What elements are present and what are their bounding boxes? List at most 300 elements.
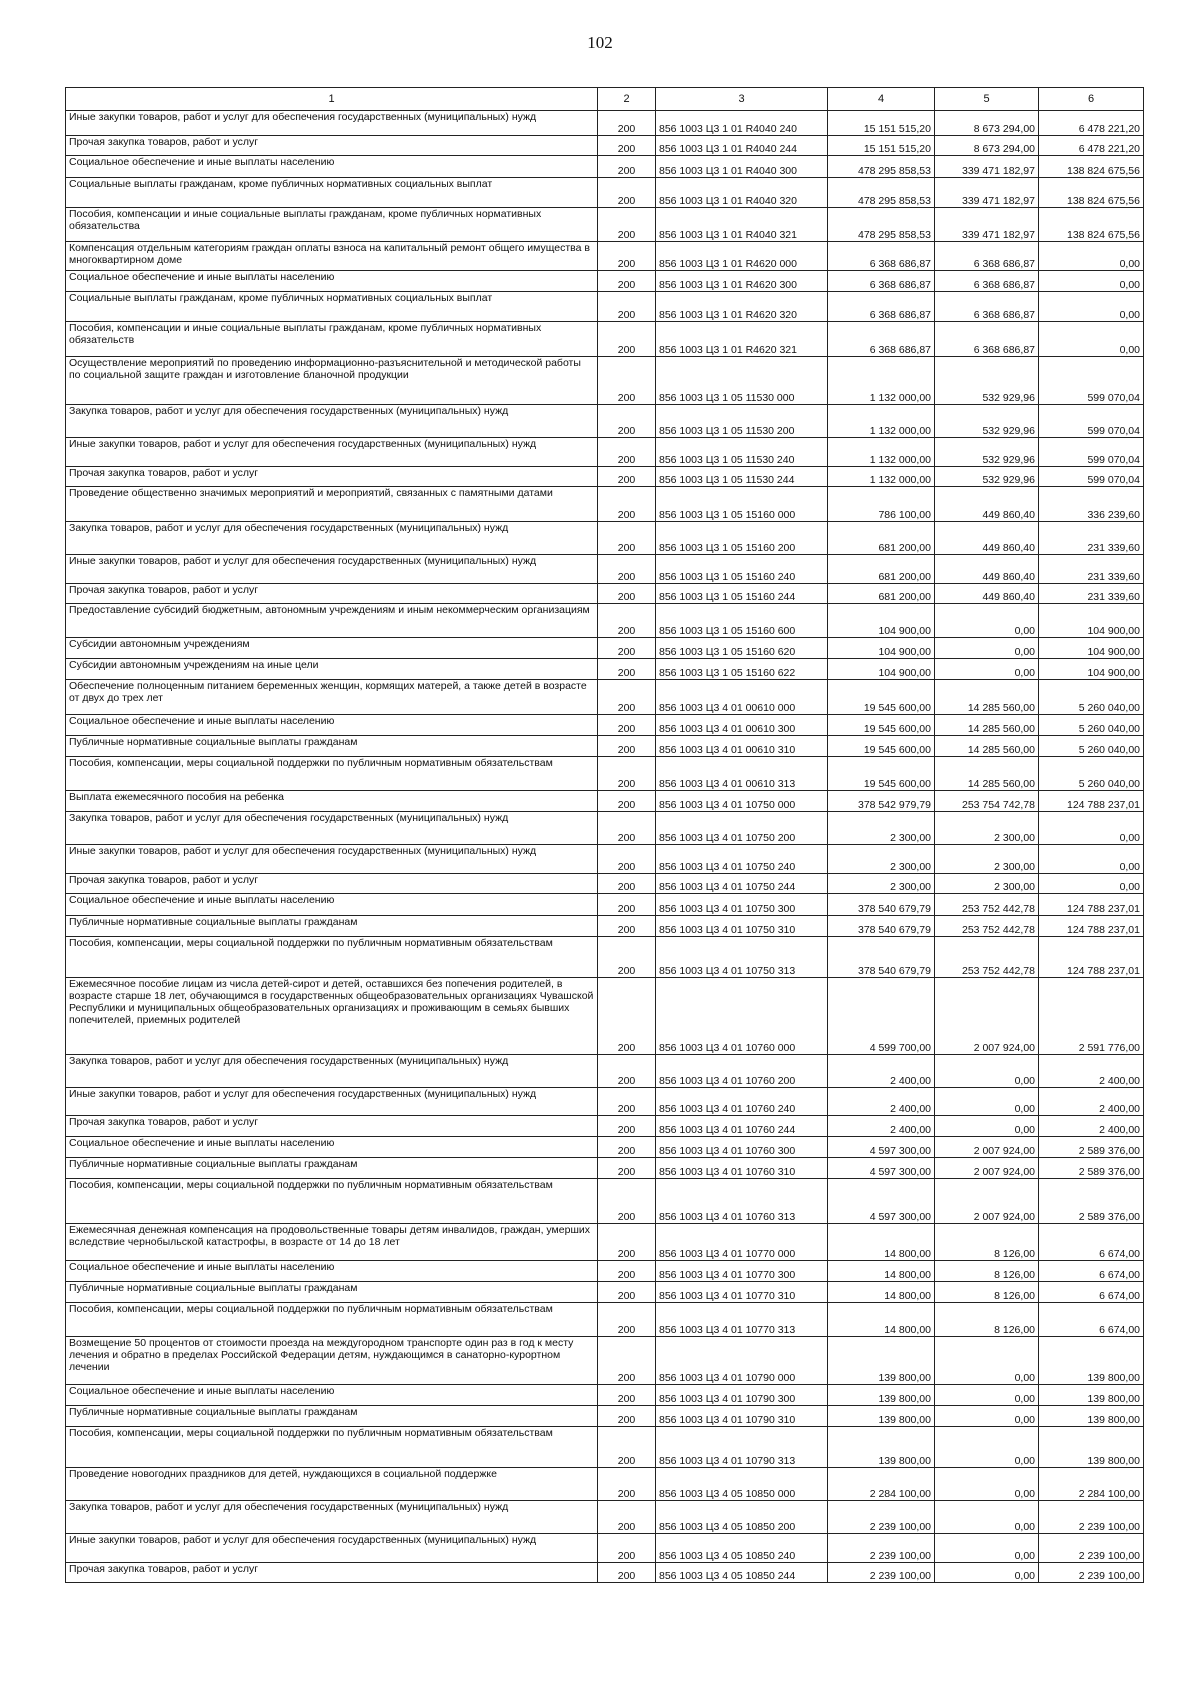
row-col2: 200 — [598, 978, 656, 1055]
table-row — [66, 405, 1144, 438]
row-value-4: 4 597 300,00 — [828, 1137, 935, 1158]
table-row — [66, 1224, 1144, 1261]
row-code: 856 1003 Ц3 4 01 10760 300 — [656, 1137, 828, 1158]
row-value-4: 2 300,00 — [828, 874, 935, 894]
row-value-4: 1 132 000,00 — [828, 467, 935, 487]
row-value-5: 8 673 294,00 — [935, 111, 1039, 136]
row-value-6: 2 400,00 — [1039, 1088, 1144, 1116]
row-name: Выплата ежемесячного пособия на ребенка — [66, 791, 598, 812]
row-code: 856 1003 Ц3 4 01 00610 300 — [656, 715, 828, 736]
row-col2: 200 — [598, 292, 656, 322]
row-name: Публичные нормативные социальные выплаты гражданам — [66, 1282, 598, 1303]
row-value-5: 449 860,40 — [935, 487, 1039, 522]
table-row — [66, 1303, 1144, 1337]
row-name: Проведение новогодних праздников для детей, нуждающихся в социальной поддержке — [66, 1468, 598, 1501]
row-name: Иные закупки товаров, работ и услуг для обеспечения государственных (муниципальных) нужд — [66, 845, 598, 874]
column-header-4: 4 — [828, 88, 935, 111]
row-value-6: 6 478 221,20 — [1039, 136, 1144, 156]
table-row — [66, 845, 1144, 874]
row-code: 856 1003 Ц3 1 05 15160 244 — [656, 584, 828, 604]
row-col2: 200 — [598, 715, 656, 736]
row-value-4: 2 400,00 — [828, 1116, 935, 1137]
table-row — [66, 1055, 1144, 1088]
row-code: 856 1003 Ц3 1 05 15160 000 — [656, 487, 828, 522]
table-row — [66, 1282, 1144, 1303]
row-value-4: 104 900,00 — [828, 638, 935, 659]
row-name: Ежемесячная денежная компенсация на продовольственные товары детям инвалидов, граждан, умерших вследствие чернобыльской катастрофы, в возрасте от 14 до 18 лет — [66, 1224, 598, 1261]
row-value-4: 681 200,00 — [828, 584, 935, 604]
table-row — [66, 438, 1144, 467]
row-name: Пособия, компенсации, меры социальной поддержки по публичным нормативным обязательствам — [66, 937, 598, 978]
row-value-5: 0,00 — [935, 1406, 1039, 1427]
row-name: Социальное обеспечение и иные выплаты населению — [66, 1137, 598, 1158]
row-value-4: 14 800,00 — [828, 1224, 935, 1261]
row-code: 856 1003 Ц3 1 01 R4620 300 — [656, 271, 828, 292]
row-col2: 200 — [598, 405, 656, 438]
row-value-6: 2 589 376,00 — [1039, 1137, 1144, 1158]
table-row — [66, 1116, 1144, 1137]
row-value-6: 139 800,00 — [1039, 1427, 1144, 1468]
row-col2: 200 — [598, 1427, 656, 1468]
row-code: 856 1003 Ц3 1 01 R4040 321 — [656, 208, 828, 242]
row-value-5: 6 368 686,87 — [935, 292, 1039, 322]
row-code: 856 1003 Ц3 4 01 10750 240 — [656, 845, 828, 874]
table-row — [66, 156, 1144, 178]
row-col2: 200 — [598, 1137, 656, 1158]
row-value-6: 2 400,00 — [1039, 1055, 1144, 1088]
row-value-6: 139 800,00 — [1039, 1406, 1144, 1427]
row-code: 856 1003 Ц3 4 01 10750 244 — [656, 874, 828, 894]
row-value-4: 478 295 858,53 — [828, 156, 935, 178]
row-code: 856 1003 Ц3 1 05 11530 244 — [656, 467, 828, 487]
row-code: 856 1003 Ц3 4 01 10790 000 — [656, 1337, 828, 1385]
row-value-4: 1 132 000,00 — [828, 405, 935, 438]
row-name: Пособия, компенсации, меры социальной поддержки по публичным нормативным обязательствам — [66, 1427, 598, 1468]
table-row — [66, 916, 1144, 937]
row-value-4: 15 151 515,20 — [828, 136, 935, 156]
table-row — [66, 1406, 1144, 1427]
row-value-6: 6 674,00 — [1039, 1303, 1144, 1337]
row-col2: 200 — [598, 322, 656, 357]
row-code: 856 1003 Ц3 4 01 10760 310 — [656, 1158, 828, 1179]
row-name: Прочая закупка товаров, работ и услуг — [66, 584, 598, 604]
row-value-5: 253 752 442,78 — [935, 894, 1039, 916]
row-value-6: 2 239 100,00 — [1039, 1534, 1144, 1563]
row-name: Закупка товаров, работ и услуг для обеспечения государственных (муниципальных) нужд — [66, 522, 598, 555]
row-value-5: 6 368 686,87 — [935, 242, 1039, 271]
row-col2: 200 — [598, 874, 656, 894]
row-value-6: 599 070,04 — [1039, 357, 1144, 405]
row-col2: 200 — [598, 812, 656, 845]
row-value-6: 104 900,00 — [1039, 659, 1144, 680]
table-row — [66, 604, 1144, 638]
row-value-6: 0,00 — [1039, 874, 1144, 894]
row-col2: 200 — [598, 937, 656, 978]
table-row — [66, 467, 1144, 487]
row-code: 856 1003 Ц3 4 01 10760 244 — [656, 1116, 828, 1137]
table-row — [66, 1337, 1144, 1385]
row-value-4: 4 599 700,00 — [828, 978, 935, 1055]
row-value-5: 0,00 — [935, 1427, 1039, 1468]
row-value-6: 231 339,60 — [1039, 584, 1144, 604]
row-value-4: 2 400,00 — [828, 1088, 935, 1116]
table-row — [66, 1427, 1144, 1468]
table-row — [66, 1261, 1144, 1282]
row-value-6: 0,00 — [1039, 322, 1144, 357]
row-col2: 200 — [598, 111, 656, 136]
row-code: 856 1003 Ц3 4 01 00610 000 — [656, 680, 828, 715]
row-name: Предоставление субсидий бюджетным, автономным учреждениям и иным некоммерческим организациям — [66, 604, 598, 638]
table-row — [66, 522, 1144, 555]
row-value-6: 138 824 675,56 — [1039, 208, 1144, 242]
row-value-6: 2 239 100,00 — [1039, 1563, 1144, 1583]
column-header-3: 3 — [656, 88, 828, 111]
row-value-6: 231 339,60 — [1039, 522, 1144, 555]
row-name: Социальное обеспечение и иные выплаты населению — [66, 156, 598, 178]
row-name: Закупка товаров, работ и услуг для обеспечения государственных (муниципальных) нужд — [66, 1055, 598, 1088]
row-col2: 200 — [598, 467, 656, 487]
row-value-4: 6 368 686,87 — [828, 271, 935, 292]
row-col2: 200 — [598, 916, 656, 937]
row-value-5: 0,00 — [935, 1534, 1039, 1563]
row-code: 856 1003 Ц3 1 05 15160 240 — [656, 555, 828, 584]
row-col2: 200 — [598, 791, 656, 812]
row-value-6: 6 478 221,20 — [1039, 111, 1144, 136]
table-row — [66, 242, 1144, 271]
row-value-5: 532 929,96 — [935, 438, 1039, 467]
table-row — [66, 736, 1144, 757]
row-value-4: 2 239 100,00 — [828, 1563, 935, 1583]
row-value-5: 0,00 — [935, 1563, 1039, 1583]
row-name: Закупка товаров, работ и услуг для обеспечения государственных (муниципальных) нужд — [66, 1501, 598, 1534]
row-col2: 200 — [598, 1088, 656, 1116]
row-name: Пособия, компенсации и иные социальные выплаты гражданам, кроме публичных нормативных обязательства — [66, 208, 598, 242]
row-value-5: 8 126,00 — [935, 1224, 1039, 1261]
row-value-4: 104 900,00 — [828, 604, 935, 638]
row-value-5: 14 285 560,00 — [935, 680, 1039, 715]
table-row — [66, 1088, 1144, 1116]
row-name: Закупка товаров, работ и услуг для обеспечения государственных (муниципальных) нужд — [66, 812, 598, 845]
row-value-6: 599 070,04 — [1039, 405, 1144, 438]
row-value-4: 139 800,00 — [828, 1385, 935, 1406]
row-value-5: 0,00 — [935, 1116, 1039, 1137]
row-value-5: 8 673 294,00 — [935, 136, 1039, 156]
row-value-4: 1 132 000,00 — [828, 438, 935, 467]
row-col2: 200 — [598, 584, 656, 604]
row-value-4: 378 540 679,79 — [828, 937, 935, 978]
row-code: 856 1003 Ц3 4 01 10770 310 — [656, 1282, 828, 1303]
row-name: Компенсация отдельным категориям граждан оплаты взноса на капитальный ремонт общего имущества в многоквартирном доме — [66, 242, 598, 271]
table-row — [66, 812, 1144, 845]
table-row — [66, 680, 1144, 715]
row-code: 856 1003 Ц3 1 01 R4040 244 — [656, 136, 828, 156]
row-value-5: 2 300,00 — [935, 812, 1039, 845]
row-value-6: 124 788 237,01 — [1039, 791, 1144, 812]
table-row — [66, 1534, 1144, 1563]
row-value-6: 0,00 — [1039, 845, 1144, 874]
row-value-5: 0,00 — [935, 1055, 1039, 1088]
row-value-5: 2 007 924,00 — [935, 1137, 1039, 1158]
row-value-6: 5 260 040,00 — [1039, 715, 1144, 736]
row-code: 856 1003 Ц3 4 01 10750 310 — [656, 916, 828, 937]
row-col2: 200 — [598, 1055, 656, 1088]
row-col2: 200 — [598, 1261, 656, 1282]
row-name: Прочая закупка товаров, работ и услуг — [66, 1116, 598, 1137]
row-code: 856 1003 Ц3 4 01 10770 000 — [656, 1224, 828, 1261]
table-row — [66, 322, 1144, 357]
row-value-5: 0,00 — [935, 1468, 1039, 1501]
row-value-6: 124 788 237,01 — [1039, 894, 1144, 916]
row-code: 856 1003 Ц3 1 05 11530 200 — [656, 405, 828, 438]
row-col2: 200 — [598, 438, 656, 467]
row-name: Иные закупки товаров, работ и услуг для обеспечения государственных (муниципальных) нужд — [66, 438, 598, 467]
row-name: Субсидии автономным учреждениям — [66, 638, 598, 659]
row-value-5: 6 368 686,87 — [935, 271, 1039, 292]
row-value-6: 6 674,00 — [1039, 1282, 1144, 1303]
row-col2: 200 — [598, 1116, 656, 1137]
row-value-6: 139 800,00 — [1039, 1337, 1144, 1385]
row-name: Иные закупки товаров, работ и услуг для обеспечения государственных (муниципальных) нужд — [66, 111, 598, 136]
row-value-6: 6 674,00 — [1039, 1224, 1144, 1261]
row-value-6: 2 589 376,00 — [1039, 1179, 1144, 1224]
table-row — [66, 1137, 1144, 1158]
row-col2: 200 — [598, 1534, 656, 1563]
table-row — [66, 715, 1144, 736]
row-value-5: 2 007 924,00 — [935, 1179, 1039, 1224]
table-row — [66, 1563, 1144, 1583]
row-value-6: 231 339,60 — [1039, 555, 1144, 584]
row-code: 856 1003 Ц3 1 05 15160 620 — [656, 638, 828, 659]
row-col2: 200 — [598, 638, 656, 659]
table-row — [66, 874, 1144, 894]
row-value-4: 14 800,00 — [828, 1303, 935, 1337]
row-value-6: 138 824 675,56 — [1039, 178, 1144, 208]
row-value-4: 19 545 600,00 — [828, 680, 935, 715]
row-value-4: 378 542 979,79 — [828, 791, 935, 812]
row-code: 856 1003 Ц3 4 01 10790 310 — [656, 1406, 828, 1427]
row-value-6: 6 674,00 — [1039, 1261, 1144, 1282]
row-name: Иные закупки товаров, работ и услуг для обеспечения государственных (муниципальных) нужд — [66, 1534, 598, 1563]
row-col2: 200 — [598, 894, 656, 916]
row-code: 856 1003 Ц3 4 01 10770 313 — [656, 1303, 828, 1337]
table-row — [66, 178, 1144, 208]
row-value-4: 786 100,00 — [828, 487, 935, 522]
row-name: Социальное обеспечение и иные выплаты населению — [66, 271, 598, 292]
row-value-4: 681 200,00 — [828, 555, 935, 584]
row-value-4: 139 800,00 — [828, 1427, 935, 1468]
row-code: 856 1003 Ц3 1 01 R4040 240 — [656, 111, 828, 136]
row-code: 856 1003 Ц3 1 01 R4620 321 — [656, 322, 828, 357]
row-value-5: 532 929,96 — [935, 467, 1039, 487]
row-col2: 200 — [598, 156, 656, 178]
row-value-6: 104 900,00 — [1039, 638, 1144, 659]
row-value-6: 124 788 237,01 — [1039, 916, 1144, 937]
row-col2: 200 — [598, 136, 656, 156]
row-value-5: 532 929,96 — [935, 357, 1039, 405]
row-value-5: 339 471 182,97 — [935, 178, 1039, 208]
row-value-4: 478 295 858,53 — [828, 208, 935, 242]
table-row — [66, 937, 1144, 978]
row-col2: 200 — [598, 604, 656, 638]
row-value-5: 8 126,00 — [935, 1303, 1039, 1337]
row-value-5: 2 007 924,00 — [935, 978, 1039, 1055]
row-value-5: 0,00 — [935, 1501, 1039, 1534]
row-code: 856 1003 Ц3 1 05 15160 622 — [656, 659, 828, 680]
row-code: 856 1003 Ц3 4 01 10790 313 — [656, 1427, 828, 1468]
row-name: Социальные выплаты гражданам, кроме публичных нормативных социальных выплат — [66, 178, 598, 208]
table-row — [66, 1179, 1144, 1224]
row-value-5: 2 300,00 — [935, 874, 1039, 894]
table-row — [66, 894, 1144, 916]
table-header-row — [66, 88, 1144, 111]
row-value-5: 449 860,40 — [935, 584, 1039, 604]
row-value-6: 2 400,00 — [1039, 1116, 1144, 1137]
row-code: 856 1003 Ц3 4 01 10760 000 — [656, 978, 828, 1055]
table-row — [66, 208, 1144, 242]
row-name: Прочая закупка товаров, работ и услуг — [66, 136, 598, 156]
row-value-6: 139 800,00 — [1039, 1385, 1144, 1406]
row-name: Возмещение 50 процентов от стоимости проезда на междугородном транспорте один раз в год к месту лечения и обратно в пределах Российской Федерации детям, нуждающимся в санаторно-курортном лечении — [66, 1337, 598, 1385]
row-value-6: 599 070,04 — [1039, 467, 1144, 487]
column-header-1: 1 — [66, 88, 598, 111]
row-value-4: 4 597 300,00 — [828, 1158, 935, 1179]
row-code: 856 1003 Ц3 4 01 10790 300 — [656, 1385, 828, 1406]
row-col2: 200 — [598, 1385, 656, 1406]
row-value-6: 2 589 376,00 — [1039, 1158, 1144, 1179]
row-value-6: 599 070,04 — [1039, 438, 1144, 467]
row-col2: 200 — [598, 178, 656, 208]
row-name: Публичные нормативные социальные выплаты гражданам — [66, 736, 598, 757]
row-value-6: 0,00 — [1039, 292, 1144, 322]
row-name: Публичные нормативные социальные выплаты гражданам — [66, 916, 598, 937]
row-value-4: 139 800,00 — [828, 1337, 935, 1385]
row-value-4: 104 900,00 — [828, 659, 935, 680]
table-row — [66, 357, 1144, 405]
column-header-2: 2 — [598, 88, 656, 111]
row-code: 856 1003 Ц3 4 01 10750 200 — [656, 812, 828, 845]
row-code: 856 1003 Ц3 4 01 00610 313 — [656, 757, 828, 791]
row-value-6: 5 260 040,00 — [1039, 680, 1144, 715]
row-name: Социальные выплаты гражданам, кроме публичных нормативных социальных выплат — [66, 292, 598, 322]
row-value-5: 253 752 442,78 — [935, 937, 1039, 978]
row-code: 856 1003 Ц3 1 01 R4040 320 — [656, 178, 828, 208]
row-value-4: 1 132 000,00 — [828, 357, 935, 405]
row-value-5: 0,00 — [935, 1385, 1039, 1406]
row-value-4: 2 239 100,00 — [828, 1534, 935, 1563]
table-body — [66, 88, 1144, 1583]
row-value-4: 19 545 600,00 — [828, 757, 935, 791]
row-value-6: 124 788 237,01 — [1039, 937, 1144, 978]
row-col2: 200 — [598, 680, 656, 715]
row-value-6: 138 824 675,56 — [1039, 156, 1144, 178]
row-value-6: 2 284 100,00 — [1039, 1468, 1144, 1501]
row-value-5: 0,00 — [935, 1337, 1039, 1385]
row-name: Публичные нормативные социальные выплаты гражданам — [66, 1406, 598, 1427]
row-value-5: 449 860,40 — [935, 522, 1039, 555]
row-value-5: 0,00 — [935, 604, 1039, 638]
row-value-4: 681 200,00 — [828, 522, 935, 555]
row-code: 856 1003 Ц3 4 01 10760 240 — [656, 1088, 828, 1116]
table-row — [66, 791, 1144, 812]
row-value-4: 6 368 686,87 — [828, 242, 935, 271]
row-value-5: 8 126,00 — [935, 1282, 1039, 1303]
row-col2: 200 — [598, 1224, 656, 1261]
row-col2: 200 — [598, 757, 656, 791]
row-code: 856 1003 Ц3 4 05 10850 000 — [656, 1468, 828, 1501]
row-value-5: 2 300,00 — [935, 845, 1039, 874]
row-value-4: 4 597 300,00 — [828, 1179, 935, 1224]
row-code: 856 1003 Ц3 1 05 15160 200 — [656, 522, 828, 555]
row-value-6: 5 260 040,00 — [1039, 757, 1144, 791]
row-code: 856 1003 Ц3 4 01 10760 200 — [656, 1055, 828, 1088]
row-value-6: 0,00 — [1039, 271, 1144, 292]
row-code: 856 1003 Ц3 1 05 11530 000 — [656, 357, 828, 405]
row-value-6: 5 260 040,00 — [1039, 736, 1144, 757]
table-row — [66, 1501, 1144, 1534]
row-code: 856 1003 Ц3 4 01 10770 300 — [656, 1261, 828, 1282]
row-value-6: 2 591 776,00 — [1039, 978, 1144, 1055]
row-value-5: 14 285 560,00 — [935, 757, 1039, 791]
budget-table — [65, 87, 1144, 1583]
row-name: Прочая закупка товаров, работ и услуг — [66, 467, 598, 487]
row-name: Пособия, компенсации, меры социальной поддержки по публичным нормативным обязательствам — [66, 757, 598, 791]
row-name: Прочая закупка товаров, работ и услуг — [66, 874, 598, 894]
row-code: 856 1003 Ц3 1 05 11530 240 — [656, 438, 828, 467]
row-name: Иные закупки товаров, работ и услуг для обеспечения государственных (муниципальных) нужд — [66, 1088, 598, 1116]
row-name: Проведение общественно значимых мероприятий и мероприятий, связанных с памятными датами — [66, 487, 598, 522]
row-col2: 200 — [598, 1406, 656, 1427]
row-value-5: 2 007 924,00 — [935, 1158, 1039, 1179]
row-code: 856 1003 Ц3 4 01 10750 313 — [656, 937, 828, 978]
row-value-4: 478 295 858,53 — [828, 178, 935, 208]
row-value-4: 2 239 100,00 — [828, 1501, 935, 1534]
row-name: Социальное обеспечение и иные выплаты населению — [66, 894, 598, 916]
row-col2: 200 — [598, 357, 656, 405]
row-name: Иные закупки товаров, работ и услуг для обеспечения государственных (муниципальных) нужд — [66, 555, 598, 584]
row-col2: 200 — [598, 555, 656, 584]
row-name: Социальное обеспечение и иные выплаты населению — [66, 1261, 598, 1282]
row-code: 856 1003 Ц3 4 01 10760 313 — [656, 1179, 828, 1224]
row-col2: 200 — [598, 1179, 656, 1224]
row-value-5: 6 368 686,87 — [935, 322, 1039, 357]
table-row — [66, 136, 1144, 156]
row-code: 856 1003 Ц3 4 05 10850 240 — [656, 1534, 828, 1563]
row-col2: 200 — [598, 736, 656, 757]
row-col2: 200 — [598, 1337, 656, 1385]
row-value-4: 139 800,00 — [828, 1406, 935, 1427]
row-name: Социальное обеспечение и иные выплаты населению — [66, 1385, 598, 1406]
row-code: 856 1003 Ц3 1 01 R4620 000 — [656, 242, 828, 271]
row-value-4: 2 300,00 — [828, 845, 935, 874]
row-value-4: 378 540 679,79 — [828, 894, 935, 916]
row-col2: 200 — [598, 1563, 656, 1583]
table-row — [66, 757, 1144, 791]
row-name: Закупка товаров, работ и услуг для обеспечения государственных (муниципальных) нужд — [66, 405, 598, 438]
row-code: 856 1003 Ц3 1 01 R4620 320 — [656, 292, 828, 322]
row-code: 856 1003 Ц3 1 01 R4040 300 — [656, 156, 828, 178]
row-value-5: 253 754 742,78 — [935, 791, 1039, 812]
row-col2: 200 — [598, 1501, 656, 1534]
row-name: Пособия, компенсации, меры социальной поддержки по публичным нормативным обязательствам — [66, 1303, 598, 1337]
row-value-6: 104 900,00 — [1039, 604, 1144, 638]
row-name: Социальное обеспечение и иные выплаты населению — [66, 715, 598, 736]
row-value-5: 0,00 — [935, 659, 1039, 680]
row-col2: 200 — [598, 487, 656, 522]
table-row — [66, 638, 1144, 659]
row-value-4: 19 545 600,00 — [828, 715, 935, 736]
row-name: Ежемесячное пособие лицам из числа детей-сирот и детей, оставшихся без попечения родителей, в возрасте старше 18 лет, обучающимся в государственных общеобразовательных организациях Чувашской Республики и муниципальных общеобразовательных организациях и проживающим в семьях бывших попечителей, приемных родителей — [66, 978, 598, 1055]
table-row — [66, 1468, 1144, 1501]
